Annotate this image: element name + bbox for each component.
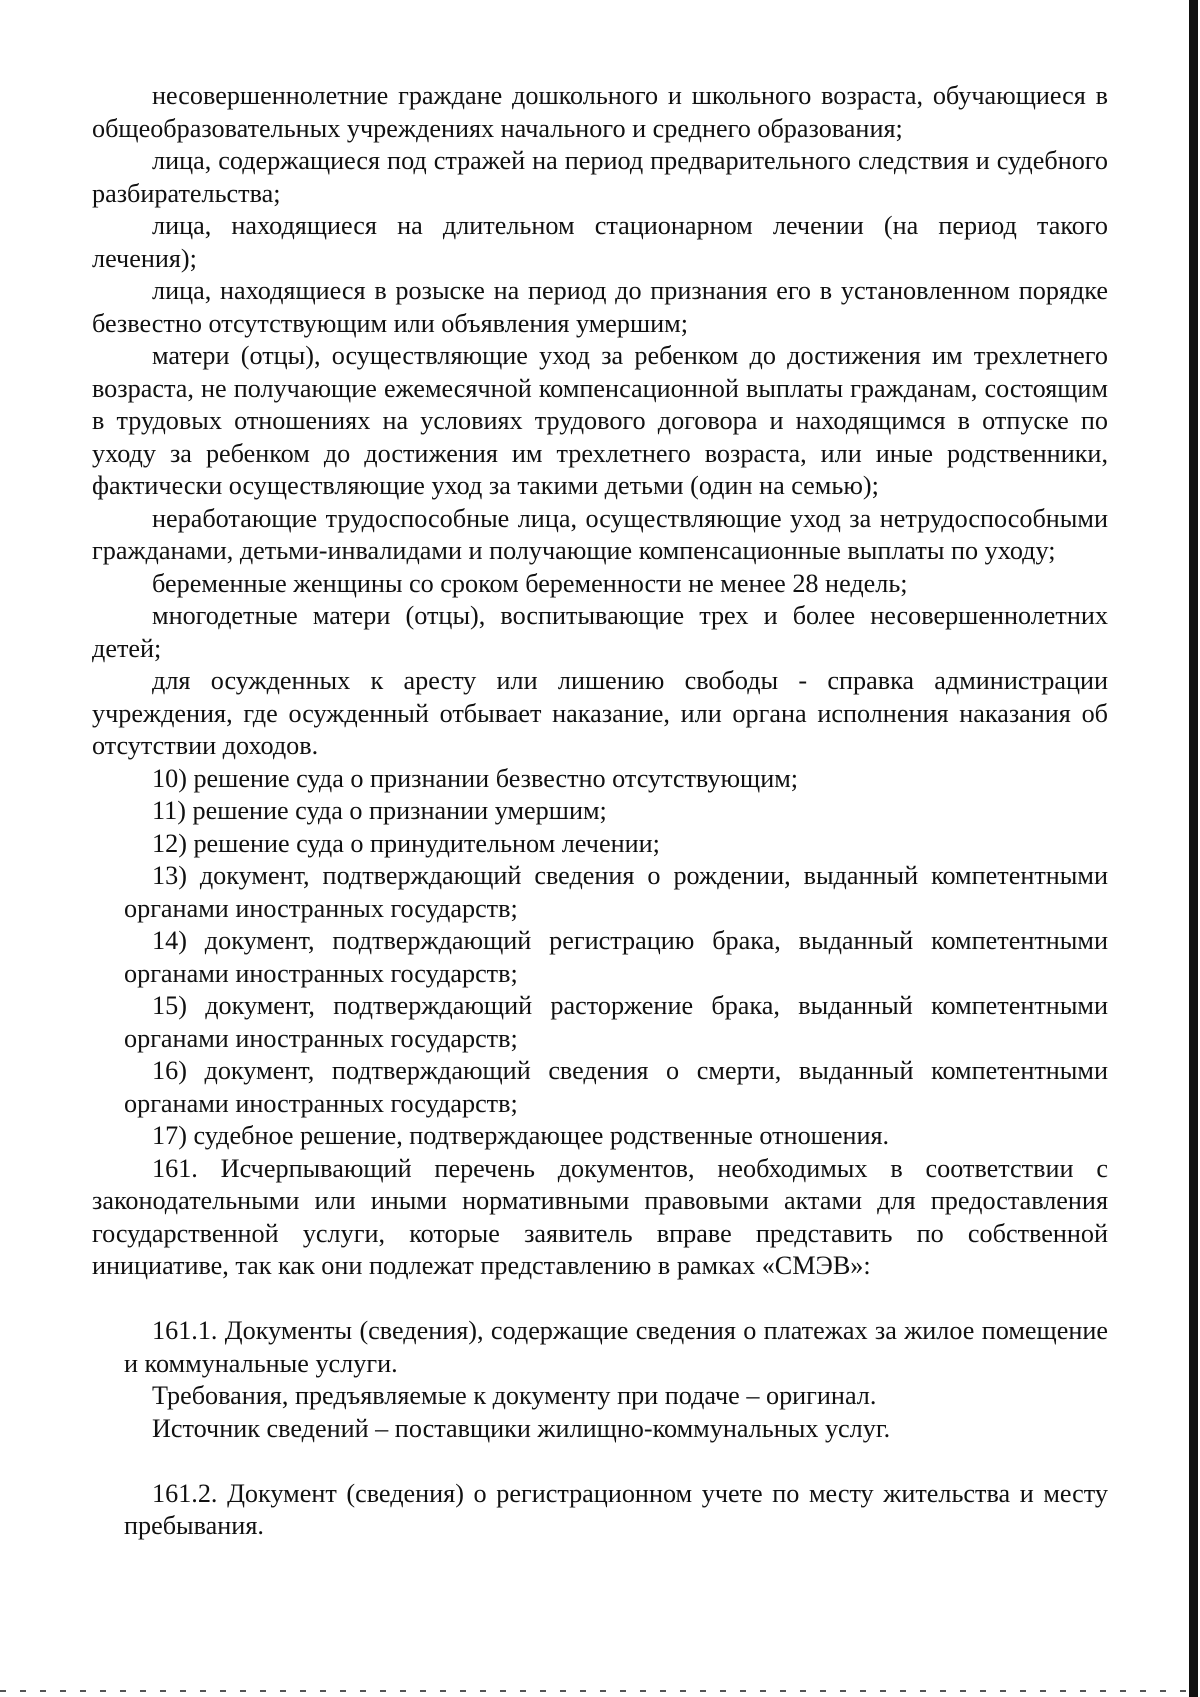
subsection-paragraph: 161.1. Документы (сведения), содержащие сведения о платежах за жилое помещение и коммунальные услуги. (124, 1316, 1108, 1378)
scan-edge-bottom (0, 1690, 1200, 1692)
requirement-line: Требования, предъявляемые к документу при подаче – оригинал. (152, 1381, 877, 1410)
list-item: 14) документ, подтверждающий регистрацию брака, выданный компетентными органами иностранных государств; (124, 926, 1108, 988)
paragraph: лица, находящиеся в розыске на период до признания его в установленном порядке безвестно отсутствующим или объявления умершим; (92, 276, 1108, 338)
paragraph: для осужденных к аресту или лишению свободы - справка администрации учреждения, где осужденный отбывает наказание, или органа исполнения наказания об отсутствии доходов. (92, 666, 1108, 760)
list-item: 16) документ, подтверждающий сведения о смерти, выданный компетентными органами иностранных государств; (124, 1056, 1108, 1118)
paragraph: неработающие трудоспособные лица, осуществляющие уход за нетрудоспособными гражданами, детьми-инвалидами и получающие компенсационные выплаты по уходу; (92, 503, 1108, 565)
document-body (92, 80, 1108, 1543)
list-item: 12) решение суда о принудительном лечении; (152, 828, 660, 858)
paragraph: беременные женщины со сроком беременности не менее 28 недель; (152, 568, 908, 598)
list-item: 13) документ, подтверждающий сведения о рождении, выданный компетентными органами иностранных государств; (124, 861, 1108, 923)
list-item: 17) судебное решение, подтверждающее родственные отношения. (152, 1121, 890, 1150)
list-item: 15) документ, подтверждающий расторжение брака, выданный компетентными органами иностранных государств; (124, 991, 1108, 1053)
subsection-paragraph: 161.2. Документ (сведения) о регистрационном учете по месту жительства и месту пребывания. (124, 1478, 1108, 1540)
paragraph: многодетные матери (отцы), воспитывающие трех и более несовершеннолетних детей; (92, 601, 1108, 663)
section-paragraph: 161. Исчерпывающий перечень документов, необходимых в соответствии с законодательными или иными нормативными правовыми актами для предоставления государственной услуги, которые заявитель вправе представить по собственной инициативе, так как они подлежат представлению в рамках «СМЭВ»: (92, 1153, 1108, 1280)
paragraph: лица, содержащиеся под стражей на период предварительного следствия и судебного разбирательства; (92, 146, 1108, 208)
paragraph: лица, находящиеся на длительном стационарном лечении (на период такого лечения); (92, 211, 1108, 273)
paragraph: несовершеннолетние граждане дошкольного и школьного возраста, обучающиеся в общеобразовательных учреждениях начального и среднего образования; (92, 81, 1108, 143)
scan-edge-right (1189, 0, 1198, 1697)
list-item: 11) решение суда о признании умершим; (152, 796, 607, 825)
paragraph: матери (отцы), осуществляющие уход за ребенком до достижения им трехлетнего возраста, не получающие ежемесячной компенсационной выплаты гражданам, состоящим в трудовых отношениях на условиях трудового договора и находящимся в отпуске по уходу за ребенком до достижения им трехлетнего возраста, или иные родственники, фактически осуществляющие уход за такими детьми (один на семью); (92, 341, 1108, 500)
list-item: 10) решение суда о признании безвестно отсутствующим; (152, 763, 799, 793)
source-line: Источник сведений – поставщики жилищно-коммунальных услуг. (152, 1413, 891, 1443)
